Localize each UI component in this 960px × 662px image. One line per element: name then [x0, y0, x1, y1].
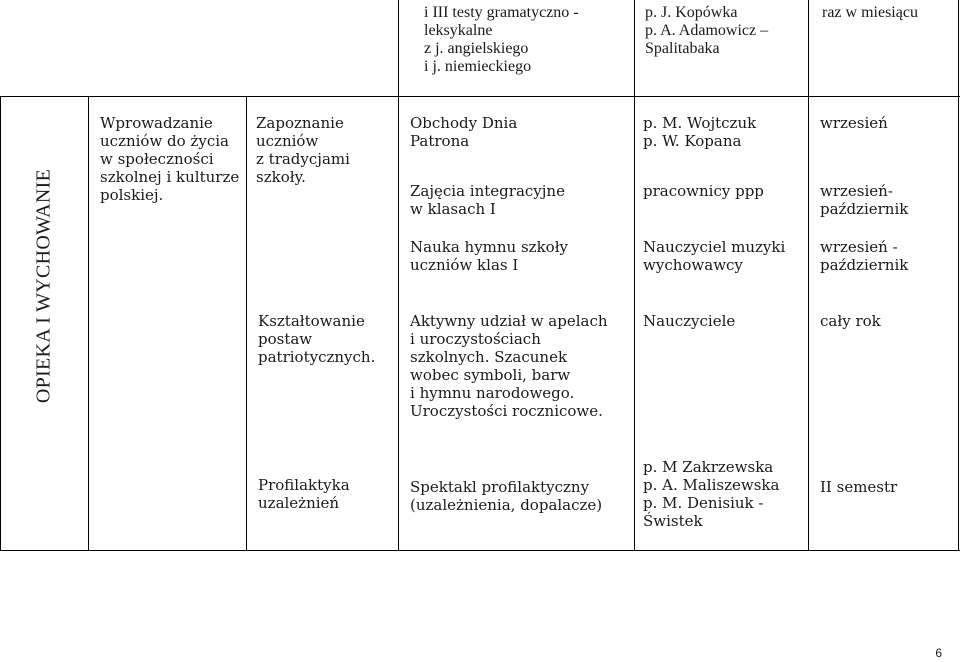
- row-divider-1: [0, 96, 960, 97]
- responsible-4: Nauczyciele: [643, 312, 736, 330]
- table-right-border: [958, 0, 959, 551]
- col-divider-1: [88, 96, 89, 551]
- date-2: wrzesień- październik: [820, 182, 909, 218]
- goal-3: Profilaktyka uzależnień: [258, 476, 350, 512]
- col-divider-2: [246, 96, 247, 551]
- task-4: Aktywny udział w apelach i uroczystościach szkolnych. Szacunek wobec symboli, barw i hymnu narodowego. Uroczystości rocznicowe.: [410, 312, 608, 420]
- col-divider-5: [808, 0, 809, 551]
- section-label: OPIEKA I WYCHOWANIE: [32, 168, 55, 404]
- task-5: Spektakl profilaktyczny (uzależnienia, dopalacze): [410, 478, 603, 514]
- goal-1: Zapoznanie uczniów z tradycjami szkoły.: [256, 114, 350, 186]
- top-row-responsible: p. J. Kopówka p. A. Adamowicz – Spalitabaka: [645, 4, 769, 57]
- date-1: wrzesień: [820, 114, 888, 132]
- responsible-1: p. M. Wojtczuk p. W. Kopana: [643, 114, 757, 150]
- responsible-5: p. M Zakrzewska p. A. Maliszewska p. M. Denisiuk - Świstek: [643, 458, 780, 530]
- task-2: Zajęcia integracyjne w klasach I: [410, 182, 565, 218]
- goal-2: Kształtowanie postaw patriotycznych.: [258, 312, 376, 366]
- date-5: II semestr: [820, 478, 898, 496]
- responsible-2: pracownicy ppp: [643, 182, 764, 200]
- top-row-topic: i III testy gramatyczno - leksykalne z j. angielskiego i j. niemieckiego: [424, 4, 579, 75]
- responsible-3: Nauczyciel muzyki wychowawcy: [643, 238, 786, 274]
- page-number: 6: [935, 646, 942, 660]
- date-3: wrzesień - październik: [820, 238, 909, 274]
- top-row-date: raz w miesiącu: [822, 4, 918, 21]
- task-1: Obchody Dnia Patrona: [410, 114, 518, 150]
- col-divider-3: [398, 0, 399, 551]
- date-4: cały rok: [820, 312, 881, 330]
- table-bottom-border: [0, 550, 960, 551]
- section-label-cell: [0, 96, 88, 476]
- area-text: Wprowadzanie uczniów do życia w społeczności szkolnej i kulturze polskiej.: [100, 114, 240, 204]
- task-3: Nauka hymnu szkoły uczniów klas I: [410, 238, 569, 274]
- col-divider-4: [634, 0, 635, 551]
